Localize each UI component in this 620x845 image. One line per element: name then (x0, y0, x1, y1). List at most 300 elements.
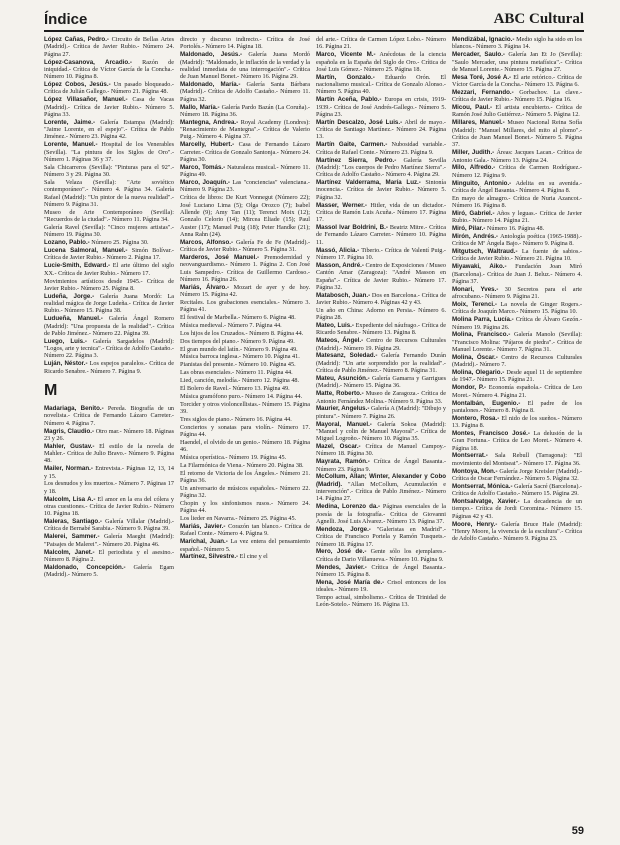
index-entry (44, 96, 174, 118)
index-entry (452, 89, 582, 104)
entry-text: La decadencia de un tiempo.- Crítica de Jordi Coromina.- Número 15. Páginas 42 y 43. (452, 497, 582, 520)
entry-name: Lozano, Pablo.- (44, 239, 90, 247)
index-entry (452, 180, 582, 195)
entry-text: Abril de mayo.- Crítica de Santiago Martínez.- Número 24. Página 13. (316, 118, 446, 141)
index-entry (180, 141, 310, 163)
entry-text: Música operística.- Número 19. Página 45. (180, 453, 287, 461)
publication-title: ABC Cultural (493, 11, 584, 27)
entry-text: Antología poética (1965-1988).- Crítica de Mª Ángela Bajo.- Número 9. Página 8. (452, 232, 582, 248)
entry-name: Marco, Tomás.- (180, 163, 226, 171)
entry-name: Miró, Gabriel.- (452, 209, 495, 217)
entry-text: Recitales. Los grabaciones esenciales.- Número 3. Página 41. (180, 299, 310, 314)
column-3-entries (316, 36, 446, 609)
page-header (44, 10, 584, 32)
entry-name: Mateu, Asunción.- (316, 374, 370, 382)
entry-name: Mero, José de.- (316, 548, 367, 556)
entry-name: Mondor, P.- (452, 384, 487, 392)
entry-name: Maldonado, Concepción.- (44, 563, 126, 571)
entry-text: Galería Juana Mordó (Madrid): "Maldonado, le inflación de la verdad y la realidad inmediata de una interrogación".- Crítica de Juan Manuel Bonet.- Número 16. Página 29. (180, 51, 310, 81)
entry-name: Molina, Francisco.- (452, 331, 511, 339)
index-entry (180, 401, 310, 416)
index-entry (180, 346, 310, 353)
index-entry (316, 390, 446, 405)
index-entry (180, 538, 310, 553)
entry-name: Masson, André.- (316, 261, 364, 269)
index-entry (44, 496, 174, 518)
index-entry (44, 141, 174, 163)
index-entry (180, 470, 310, 485)
entry-name: Mendizábal, Ignacio.- (452, 36, 515, 43)
entry-text: Crítica de Ángel Basanta.- Número 15. Página 8. (316, 563, 446, 578)
entry-name: Maldonado, Jesús.- (180, 51, 243, 59)
index-entry (44, 81, 174, 96)
index-entry (452, 74, 582, 89)
entry-text: Galería Villalar (Madrid).- Crítica de Bernabé Sarabia.- Número 9. Página 39. (44, 518, 174, 533)
index-entry (44, 480, 174, 495)
index-entry (180, 369, 310, 376)
index-entry (316, 564, 446, 579)
index-entry (316, 224, 446, 246)
entry-name: Marco, Joaquín.- (180, 179, 230, 187)
index-entry (44, 443, 174, 465)
index-entry (180, 424, 310, 439)
index-entry (180, 164, 310, 179)
index-columns (44, 36, 584, 826)
entry-name: Massol Ivar Boldrini, B.- (316, 224, 388, 232)
entry-name: Matte, Roberto.- (316, 390, 364, 398)
index-entry (180, 361, 310, 368)
entry-text: Música medieval.- Número 7. Página 44. (180, 322, 282, 330)
entry-name: Mariás, Javier.- (180, 523, 226, 530)
entry-text: Museo de Zaragoza.- Crítica de Antonio Fernández Molina.- Número 9. Página 33. (316, 390, 446, 405)
index-entry (452, 521, 582, 543)
index-entry (316, 503, 446, 525)
entry-text: Haendel, el olvido de un genio.- Número 18. Página 46. (180, 438, 310, 454)
entry-text: Número 25. Página 30. (91, 239, 149, 247)
index-entry (180, 254, 310, 283)
entry-text: Casa de Vacas (Madrid).- Crítica de Javier Rubio.- Número 5. Página 33. (44, 96, 174, 118)
index-entry (180, 338, 310, 345)
entry-text: El nido de los sueños.- Número 13. Página 8. (452, 414, 582, 430)
entry-name: Mezzari, Fernando.- (452, 88, 514, 96)
index-entry (452, 498, 582, 520)
entry-text: Galería Fernando Durán (Madrid): "Un arte sorprendido por la realidad".- Crítica de Pablo Jiménez.- Número 8. Página 31. (316, 352, 446, 375)
entry-name: Montoya, Mon.- (452, 467, 498, 475)
index-entry (44, 465, 174, 480)
entry-name: Lorente, Manuel.- (44, 141, 98, 149)
entry-text: Galería Sargadelos (Madrid): "Logos, arte y tecnica".- Crítica de Adolfo Castaño.- Número 22. Página 3. (44, 337, 174, 360)
entry-text: Crítica de Manuel Campoy.- Número 18. Página 30. (316, 443, 446, 458)
entry-name: Martín Descalzo, José Luis.- (316, 118, 403, 126)
entry-text: Las "conciencias" valenciana.- Número 9. Página 23. (180, 179, 310, 194)
index-entry (316, 405, 446, 420)
entry-text: El arte último del siglo XX.- Crítica de Javier Rubio.- Número 17. (44, 262, 174, 277)
entry-text: El festival de Marbella.- Número 6. Página 48. (180, 314, 296, 322)
entry-text: Beatriz Mitre.- Crítica de Fernando Lázaro Carreter.- Número 10. Página 11. (316, 224, 446, 246)
index-entry (452, 331, 582, 353)
entry-text: Economía española.- Crítica de Leo Moret.- Número 4. Página 21. (452, 384, 582, 399)
column-2-entries (180, 36, 310, 561)
index-entry (180, 385, 310, 392)
entry-text: Galería Estampa (Madrid): "Jaime Lorente, en el espejo".- Crítica de Pablo Jiménez.- Número 23. Página 42. (44, 118, 174, 141)
entry-text: Museo de Arte Contemporáneo (Sevilla): "Recuerdos de la ciudad".- Número 11. Página 34. (44, 208, 174, 224)
entry-text: Galería Egam (Madrid).- Número 5. (44, 563, 174, 579)
index-entry (180, 377, 310, 384)
entry-text: Galería Pardo Bazán (La Coruña).- Número 18. Página 36. (180, 103, 310, 118)
entry-name: Moore, Henry.- (452, 520, 498, 528)
entry-name: Millares, Manuel.- (452, 119, 505, 127)
entry-text: Los espejos paralelos.- Crítica de Ricardo Senabre.- Número 7. Página 9. (44, 360, 174, 375)
entry-text: Galería Bruce Hale (Madrid): "Henry Moore, la vivencia de la escultura".- Crítica de Adolfo Castaño.- Número 9. Página 23. (452, 520, 582, 543)
entry-text: Royal Academy (Londres): "Renacimiento de Mantegna".- Crítica de Valerio Puig.- Número 4. Página 37. (180, 118, 310, 141)
entry-name: Martínez, Silvestre.- (180, 553, 239, 561)
entry-text: Tres siglos de piano.- Número 16. Página 44. (180, 415, 292, 423)
index-entry (316, 322, 446, 337)
entry-name: Mena, José María de.- (316, 578, 385, 586)
index-entry (316, 473, 446, 502)
entry-name: Ludueña, Manuel.- (44, 315, 103, 323)
entry-text: Música barroca inglesa.- Número 10. Página 41. (180, 353, 300, 361)
index-entry (452, 248, 582, 263)
index-entry (44, 209, 174, 224)
index-entry (180, 462, 310, 469)
entry-text: Sala Velaza (Sevilla): "Arte soviético contemporáneo".- Número 4. Página 34. Galería Rafael (Madrid): "Un pintor de la nueva realidad".- Número 9. Página 31. (44, 179, 174, 209)
entry-name: Molina, Óscar.- (452, 353, 498, 361)
entry-name: Milo, Alfredo.- (452, 164, 496, 172)
index-entry (180, 416, 310, 423)
entry-text: Dos en Barcelona.- Crítica de Javier Rubio.- Número 4. Páginas 42 y 43. (316, 291, 446, 307)
entry-text: Casa de Fernando Lázaro Carreter.- Crítica de Gonzalo Santonja.- Número 24. Página 30. (180, 141, 310, 163)
index-entry (452, 468, 582, 483)
entry-text: Galería Juana Mordó: La realidad mágica de Jorge Ludeña.- Crítica de Javier Rubio.- Número 15. Página 38. (44, 292, 174, 315)
entry-name: Mallo, María.- (180, 103, 220, 111)
index-entry (452, 452, 582, 467)
index-entry (452, 354, 582, 369)
entry-name: Lucie-Smith, Edward.- (44, 262, 111, 270)
index-entry (44, 119, 174, 141)
entry-name: López Cobos, Jesús.- (44, 81, 111, 89)
entry-name: Masser, Werner.- (316, 201, 367, 209)
index-entry (44, 338, 174, 360)
index-entry (44, 315, 174, 337)
entry-name: Martín Gaite, Carmen.- (316, 141, 388, 149)
index-entry (180, 553, 310, 560)
entry-text: Museo Nacional Reina Sofía (Madrid): "Manuel Millares, del mito al plomo".- Crítica de Juan Manuel Bonet.- Número 5. Página 37. (452, 119, 582, 149)
entry-name: Molina, Olegario.- (452, 369, 505, 377)
entry-text: Crítica de Carmen Rodríguez.- Número 12. Página 9. (452, 164, 582, 179)
entry-text: Pianistas del presente.- Número 10. Página 45. (180, 361, 296, 369)
entry-text: Crítica de Ángel Basanta.- Número 23. Página 9. (316, 458, 446, 473)
index-entry (316, 337, 446, 352)
entry-name: Matabosch, Juan.- (316, 291, 371, 299)
entry-text: Un año en China: Adorno en Persia.- Número 6. Página 28. (316, 306, 446, 322)
index-entry (180, 330, 310, 337)
entry-text: Número 16. Página 48. (486, 225, 545, 233)
entry-text: La Filarmónica de Viena.- Número 20. Página 38. (180, 461, 304, 469)
index-entry (452, 286, 582, 301)
index-entry (180, 119, 310, 141)
entry-text: directo y discurso indirecto.- Crítica de José Portolés.- Número 14. Página 18. (180, 36, 310, 51)
entry-text: Fundación Joan Miró (Barcelona).- Crítica de Juan J. Beluz.- Número 4. Página 37. (452, 263, 582, 285)
entry-name: Mateo, Luis.- (316, 322, 354, 330)
entry-name: Marichal, Juan.- (180, 538, 228, 546)
entry-name: Malcolm, Janet.- (44, 548, 95, 556)
entry-text: Galería Jorge Kreisler (Madrid).- Crítica de Oscar Fernández.- Número 5. Página 32. (452, 467, 582, 482)
entry-name: Mendoza, Jorge.- (316, 525, 371, 533)
entry-text: Centro de Exposiciones / Museo Cantón Amar (Zaragoza): "André Masson en España".- Crítica de Javier Rubio.- Número 17. Página 32. (316, 261, 446, 291)
entry-name: Minguito, Antonio.- (452, 179, 512, 187)
entry-text: Circuito de Bellas Artes (Madrid).- Crítica de Javier Rubio.- Número 24. Página 27. (44, 36, 174, 58)
entry-text: Expediente del náufrago.- Crítica de Ricardo Senabre.- Número 13. Página 8. (316, 322, 446, 337)
entry-name: Massó, Alicia.- (316, 246, 360, 254)
entry-text: 30 Secretos para el arte afrocubano.- Número 9. Página 21. (452, 285, 582, 301)
entry-text: Centro de Recursos Culturales (Madrid).- Número 7. (452, 353, 582, 369)
entry-text: del arte.- Crítica de Carmen López Lobo.- Número 16. Página 21. (316, 36, 446, 51)
entry-text: Los hijos de los Cruzados.- Número 8. Página 44. (180, 329, 304, 337)
column-1-m-entries (44, 405, 174, 578)
entry-text: Galería Manolo (Sevilla): "Francisco Molina: "Pájaros de piedra".- Crítica de Manuel Lorente.- Número 7. Página 31. (452, 331, 582, 354)
entry-text: Desde aquel 11 de septiembre de 1947.- Número 15. Página 21. (452, 369, 582, 384)
entry-text: El periodista y el asesino.- Número 8. Página 2. (44, 548, 174, 563)
entry-text: Gente sólo los ejemplares.- Crítica de Dario Villanueva.- Número 10. Página 9. (316, 548, 446, 563)
entry-name: Mendes, Javier.- (316, 563, 367, 571)
entry-text: Años y leguas.- Crítica de Javier Rubio.- Número 14. Página 21. (452, 209, 582, 225)
entry-text: Simón Bolívar.- Crítica de Javier Rubio.- Número 2. Página 17. (44, 247, 174, 262)
index-entry (44, 164, 174, 179)
entry-text: "Allan McCollum, Acumulación e intervención".- Crítica de Pablo Jiménez.- Número 14. Página 27. (316, 480, 446, 503)
index-entry (180, 239, 310, 254)
entry-name: Martínez Sierra, Pedro.- (316, 156, 397, 164)
entry-text: Galería Maeght (Madrid): "Paisajes de Malerei".- Número 20. Página 46. (44, 533, 174, 548)
index-entry (316, 443, 446, 458)
entry-text: Áreas: Jacques Lacan.- Crítica de Antonio Gala.- Número 13. Página 24. (452, 149, 582, 164)
entry-name: Montero, Rosa.- (452, 414, 500, 422)
index-entry (180, 454, 310, 461)
section-title: Índice (44, 11, 88, 28)
index-entry (180, 515, 310, 522)
entry-text: Otro mar.- Número 18. Páginas 23 y 26. (44, 427, 174, 442)
entry-text: Sala Rebull (Tarragona): "El movimiento del Montseat".- Número 17. Página 36. (452, 452, 582, 467)
index-entry (452, 233, 582, 248)
entry-name: Lucena Salmoral, Manuel.- (44, 247, 128, 255)
index-entry (44, 518, 174, 533)
index-entry (316, 421, 446, 443)
entry-name: Montserrat, Mónica.- (452, 482, 513, 490)
entry-text: Sintonía inocencia.- Crítica de Javier Rubio.- Número 5. Página 32. (316, 179, 446, 201)
entry-name: Martín, Gonzalo.- (316, 73, 375, 81)
entry-text: Páginas esenciales de la poesía de la fotografía.- Crítica de Giovanni Agnelli. José Luis Alvarez.- Número 13. Página 37. (316, 503, 446, 525)
entry-text: Naturaleza musical.- Número 11. Página 49. (180, 163, 310, 179)
index-entry (44, 428, 174, 443)
index-entry (180, 500, 310, 515)
entry-text: El arte retórico.- Crítica de Víctor García de la Concha.- Número 13. Página 6. (452, 73, 582, 89)
index-entry (180, 322, 310, 329)
entry-name: Mayrata, Ramón.- (316, 458, 370, 466)
index-entry (44, 59, 174, 81)
index-entry (44, 278, 174, 293)
index-entry (452, 483, 582, 498)
entry-text: Un aniversario de músicos españoles.- Número 22. Página 32. (180, 484, 310, 500)
entry-name: Mateos, Ángel.- (316, 337, 364, 345)
index-entry (452, 316, 582, 331)
index-entry (316, 179, 446, 201)
entry-text: Galería Sevilla (Madrid): "Los cuerpos de Pedro Martínez Sierra".- Crítica de Adolfo Castaño.- Número 4. Página 29. (316, 156, 446, 179)
entry-name: Martín Aceña, Pablo.- (316, 96, 382, 104)
entry-text: El gran mundo del latín.- Número 9. Página 49. (180, 345, 298, 353)
entry-name: Montserrat.- (452, 452, 488, 460)
entry-text: Movimientos artísticos desde 1945.- Crítica de Javier Rubio.- Número 25. Página 8. (44, 277, 174, 292)
entry-name: López-Casanova, Arcadio.- (44, 58, 132, 66)
entry-text: Tiberio.- Crítica de Valentí Puig.- Número 17. Página 10. (316, 246, 446, 261)
entry-name: Montalbán, Eugenio.- (452, 399, 521, 407)
entry-name: Lorente, Jaime.- (44, 118, 96, 126)
entry-text: Centro de Recursos Culturales (Madrid).- Número 19. Página 29. (316, 337, 446, 352)
entry-name: Monari, Yves.- (452, 285, 499, 293)
entry-text: El padre de los pantalones.- Número 8. Página 8. (452, 399, 582, 414)
entry-name: Molina Parra, Lucía.- (452, 316, 514, 324)
entry-text: Chopin y los sinfonismos rusos.- Número 24. Página 44. (180, 499, 310, 515)
index-entry (316, 292, 446, 307)
index-entry (452, 384, 582, 399)
entry-text: Los lieder en Navarra.- Número 25. Página 45. (180, 515, 297, 523)
index-entry (180, 299, 310, 314)
index-entry (316, 36, 446, 51)
entry-text: Tempo actual, simbolismo.- Crítica de Trinidad de León-Sotelo.- Número 16. Página 13. (316, 593, 446, 609)
index-entry (316, 307, 446, 322)
index-entry (452, 104, 582, 119)
index-entry (452, 400, 582, 415)
entry-name: McCollum, Allan; Winter, Alexander y Cobo (Madrid). (316, 473, 446, 488)
entry-name: Maldonado, María.- (180, 81, 241, 89)
index-entry (316, 119, 446, 141)
entry-name: Mahler, Gustav.- (44, 442, 95, 450)
index-entry (316, 247, 446, 262)
index-entry (316, 526, 446, 548)
entry-text: Eduardo Orón. El nacionalismo musical.- Crítica de Gonzalo Alonso.- Número 5. Página 40. (316, 73, 446, 96)
index-entry (316, 202, 446, 224)
index-entry (180, 314, 310, 321)
index-entry (316, 352, 446, 374)
entry-text: Razón de iniquidad.- Crítica de Víctor García de la Concha.- Número 10. Página 8. (44, 58, 174, 81)
entry-text: Lied, canción, melodía.- Número 12. Página 48. (180, 376, 300, 384)
entry-name: Mesa Toré, José A.- (452, 73, 512, 81)
index-entry (180, 523, 310, 538)
index-entry (316, 96, 446, 118)
index-entry (316, 157, 446, 179)
index-entry (316, 548, 446, 563)
entry-text: Sala Chicarreros (Sevilla): "Pinturas para el 92".- Número 3 y 29. Página 30. (44, 163, 174, 179)
entry-name: Mitgutsch, Waltraud.- (452, 248, 518, 256)
entry-name: Ludeña, Jorge.- (44, 292, 95, 300)
index-entry (180, 194, 310, 238)
index-entry (452, 119, 582, 148)
index-entry (44, 239, 174, 246)
index-entry (180, 353, 310, 360)
entry-name: Mercader, Saulo.- (452, 51, 505, 59)
entry-name: Malcolm, Lisa A.- (44, 495, 96, 503)
entry-text: Dos tiempos del piano.- Número 9. Página 49. (180, 337, 295, 345)
index-entry (180, 81, 310, 103)
entry-text: En mayo de almagro.- Crítica de Nuria Azancot.- Número 16. Página 8. (452, 194, 582, 210)
entry-text: Crisol entonces de los ideales.- Número 19. (316, 578, 446, 594)
entry-name: Marcos, Alfonso.- (180, 238, 234, 246)
entry-name: Matesanz, Soledad.- (316, 352, 378, 360)
page-number: 59 (571, 825, 584, 837)
entry-text: Entrevista.- Páginas 12, 13, 14 y 15. (44, 465, 174, 480)
index-entry (316, 594, 446, 609)
entry-name: Mirón, Andrés.- (452, 232, 498, 240)
entry-text: La vez entera del pensamiento español.- Número 5. (180, 538, 310, 553)
entry-name: Maurier, Angelus.- (316, 405, 370, 413)
entry-text: Crítica de libros: De Kurt Vonnegut (Número 22); José Luciano Lima (5); Olga Orozco (7); Isabel Allende (9); Amy Tan (11); Terenci Moix (12); Gonzalo Celorio (14); Mircea Eliade (15); Paul Auster (17); Manuel Puig (18); Peter Handke (21); Anna Rahn (24). (180, 194, 310, 238)
entry-name: Mariás, Álvaro.- (180, 283, 230, 291)
entry-name: López Cañas, Pedro.- (44, 36, 109, 43)
index-entry (44, 224, 174, 239)
entry-text: Las obras esenciales.- Número 11. Página 44. (180, 369, 293, 377)
index-entry (180, 393, 310, 400)
entry-text: Gorbachov. La clave.- Crítica de Javier Rubio.- Número 15. Página 16. (452, 88, 582, 104)
entry-name: Magris, Claudio.- (44, 427, 94, 435)
entry-text: Pereda. Biografía de un novelista.- Crítica de Fernando Lázaro Carreter.- Número 4. Página 7. (44, 404, 174, 427)
entry-name: Miyawaki, Aiko.- (452, 263, 507, 271)
index-entry (44, 262, 174, 277)
entry-text: La fuente de sabios.- Crítica de Javier Rubio.- Número 21. Página 10. (452, 248, 582, 263)
column-1-entries (44, 36, 174, 375)
entry-name: Mantegna, Andrea.- (180, 118, 239, 126)
entry-text: El retorno de Victoria de los Ángeles.- Número 21. Página 36. (180, 469, 310, 484)
entry-name: Malerei, Sammer.- (44, 533, 100, 541)
index-entry (452, 225, 582, 232)
entry-text: El estilo de la novela de Mahler.- Crítica de Julio Bravo.- Número 9. Página 48. (44, 442, 174, 465)
entry-text: Galería Fe de Fe (Madrid).- Crítica de Javier Rubio.- Número 5. Página 31. (180, 238, 310, 254)
index-entry (180, 284, 310, 299)
entry-text: Premodernidad y neovanguardismo.- Número 1. Página 2. Con José Luis Sampedro.- Crítica de Guillermo Cardoso.- Número 16. Página 26. (180, 253, 310, 283)
entry-name: Miller, Judith.- (452, 149, 495, 157)
index-entry (180, 439, 310, 454)
entry-text: Galería Santa Bárbara (Madrid).- Crítica de Adolfo Castaño.- Número 11. Página 32. (180, 81, 310, 103)
entry-name: Montsalvatge, Xavier.- (452, 497, 520, 505)
entry-name: Mazel, Oscar.- (316, 443, 361, 451)
entry-name: Moix, Terenci.- (452, 301, 497, 309)
index-column-4 (452, 36, 582, 826)
index-entry (44, 360, 174, 375)
entry-text: Galería Jan Et Jo (Sevilla): "Saulo Mercader, una pintura metafísica".- Crítica de Manuel Lorente.- Número 15. Página 27. (452, 51, 582, 73)
index-column-3 (316, 36, 446, 826)
index-entry (452, 301, 582, 316)
entry-text: Música gramófono puro.- Número 14. Página 44. (180, 392, 303, 400)
entry-text: Anécdotas de la ciencia española en la España del Siglo de Oro.- Crítica de José Luis Gómez.- Número 25. Página 18. (316, 51, 446, 73)
index-entry (452, 149, 582, 164)
entry-name: Luján, Néstor.- (44, 360, 88, 368)
section-letter-m: M (44, 381, 58, 399)
index-entry (452, 195, 582, 210)
index-entry (44, 293, 174, 315)
entry-text: Medio siglo ha sido en los blancos.- Número 3. Página 14. (452, 36, 582, 51)
entry-text: El cine y el (239, 553, 268, 561)
column-4-entries (452, 36, 582, 543)
index-entry (180, 179, 310, 194)
index-entry (316, 375, 446, 390)
index-entry (44, 179, 174, 208)
index-entry (316, 458, 446, 473)
entry-text: Galería A (Madrid): "Dibujo y pintura".- Número 7. Página 26. (316, 405, 446, 420)
index-entry (316, 51, 446, 73)
index-entry (180, 104, 310, 119)
index-entry (452, 36, 582, 51)
entry-name: Miró, Pilar.- (452, 225, 486, 233)
index-entry (44, 549, 174, 564)
entry-text: Galería Gamarra y Garrigues (Madrid).- Número 15. Página 36. (316, 374, 446, 390)
